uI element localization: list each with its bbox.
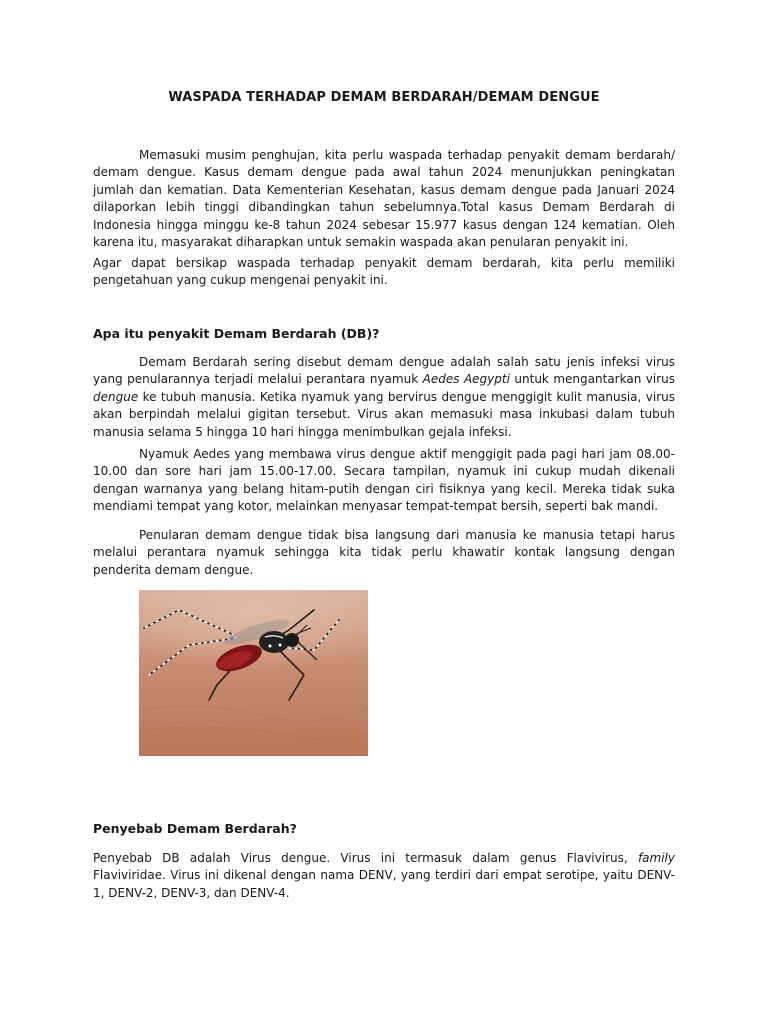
section1-paragraph-3: Penularan demam dengue tidak bisa langsung dari manusia ke manusia tetapi harus melalui perantara nyamuk sehingga kita tidak perlu khawatir kontak langsung dengan penderita demam dengue. [93,528,675,577]
intro-paragraph-1: Memasuki musim penghujan, kita perlu waspada terhadap penyakit demam berdarah/ demam dengue. Kasus demam dengue pada awal tahun 2024 menunjukkan peningkatan jumlah dan kematian. Data Kementerian Kesehatan, kasus demam dengue pada Januari 2024 dilaporkan lebih tinggi dibandingkan tahun sebelumnya.Total kasus Demam Berdarah di Indonesia hingga minggu ke-8 tahun 2024 sebesar 15.977 kasus dengan 124 kematian. Oleh karena itu, masyarakat diharapkan untuk semakin waspada akan penularan penyakit ini. [93,148,675,250]
section-heading-cause: Penyebab Demam Berdarah? [93,821,297,836]
section-heading-what-is-db: Apa itu penyakit Demam Berdarah (DB)? [93,326,380,341]
species-name: Aedes Aegypti [422,372,510,387]
virus-name: dengue [93,389,139,404]
section1-paragraph-2: Nyamuk Aedes yang membawa virus dengue aktif menggigit pada pagi hari jam 08.00-10.00 dan sore hari jam 15.00-17.00. Secara tampilan, nyamuk ini cukup mudah dikenali dengan warnanya yang belang hitam-putih dengan ciri fisiknya yang kecil. Mereka tidak suka mendiami tempat yang kotor, melainkan menyasar tempat-tempat bersih, seperti bak mandi. [93,447,675,514]
section2-paragraph-1: Penyebab DB adalah Virus dengue. Virus ini termasuk dalam genus Flavivirus, family Flaviviridae. Virus ini dikenal dengan nama DENV, yang terdiri dari empat serotipe, yaitu DENV-1, DENV-2, DENV-3, dan DENV-4. [93,851,675,900]
taxon-term: family [637,851,675,865]
mosquito-photo [139,590,368,756]
section1-paragraph-1: Demam Berdarah sering disebut demam dengue adalah salah satu jenis infeksi virus yang penularannya terjadi melalui perantara nyamuk Aedes Aegypti untuk mengantarkan virus dengue ke tubuh manusia. Ketika nyamuk yang bervirus dengue menggigit kulit manusia, virus akan berpindah melalui gigitan tersebut. Virus akan memasuki masa inkubasi dalam tubuh manusia selama 5 hingga 10 hari hingga menimbulkan gejala infeksi. [93,355,676,439]
intro-paragraph-2: Agar dapat bersikap waspada terhadap penyakit demam berdarah, kita perlu memiliki pengetahuan yang cukup mengenai penyakit ini. [93,256,675,288]
document-title: WASPADA TERHADAP DEMAM BERDARAH/DEMAM DENGUE [168,90,600,105]
